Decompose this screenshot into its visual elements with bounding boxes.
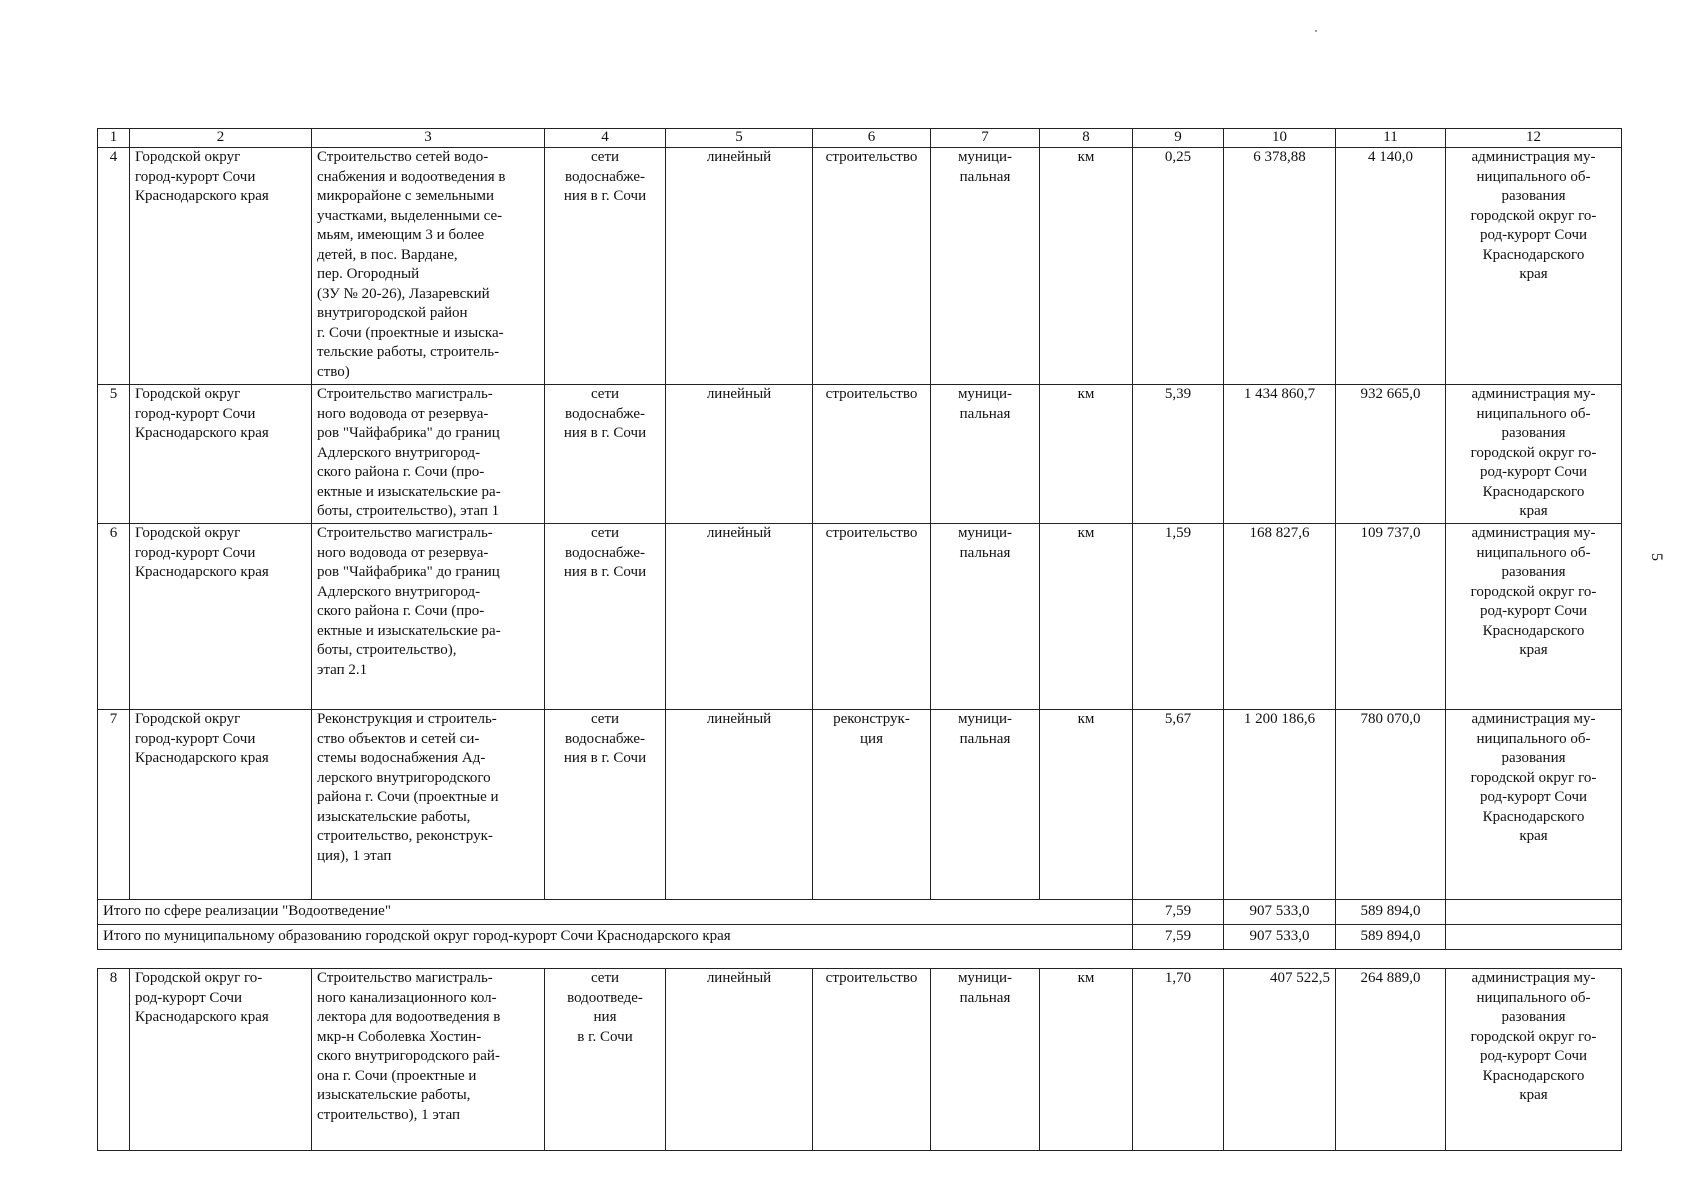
column-header: 5 [666, 129, 813, 148]
row-number: 4 [98, 148, 130, 385]
subtotal-label: Итого по сфере реализации "Водоотведение" [98, 900, 1133, 925]
object-kind-cell: линейный [666, 969, 813, 1151]
ownership-cell: муници- пальная [931, 148, 1040, 385]
work-type-cell: строительство [813, 385, 931, 524]
network-cell: сети водоснабже- ния в г. Сочи [545, 385, 666, 524]
unit-cell: км [1040, 148, 1133, 385]
project-name-cell: Реконструкция и строитель- ство объектов и сетей си- стемы водоснабжения Ад- лерского внутригородского района г. Сочи (проектные и изыскательские работы, строительство, реконструк- ция), 1 этап [312, 710, 545, 900]
customer-cell: администрация му- ниципального об- разования городской округ го- род-курорт Сочи Краснодарского края [1446, 524, 1622, 710]
territory-cell: Городской округ город-курорт Сочи Краснодарского края [130, 524, 312, 710]
row-number: 5 [98, 385, 130, 524]
cost-cell: 168 827,6 [1224, 524, 1336, 710]
column-header: 12 [1446, 129, 1622, 148]
customer-cell: администрация му- ниципального об- разования городской округ го- род-курорт Сочи Краснодарского края [1446, 148, 1622, 385]
budget-cell: 932 665,0 [1336, 385, 1446, 524]
work-type-cell: строительство [813, 148, 931, 385]
territory-cell: Городской округ город-курорт Сочи Краснодарского края [130, 385, 312, 524]
length-cell: 1,70 [1133, 969, 1224, 1151]
municipality-total-length: 7,59 [1133, 925, 1224, 950]
customer-cell: администрация му- ниципального об- разования городской округ го- род-курорт Сочи Краснодарского края [1446, 969, 1622, 1151]
subtotal-empty-cell [1446, 900, 1622, 925]
object-kind-cell: линейный [666, 148, 813, 385]
project-name-cell: Строительство сетей водо- снабжения и водоотведения в микрорайоне с земельными участками, выделенными се- мьям, имеющим 3 и более детей, в пос. Вардане, пер. Огородный (ЗУ № 20-26), Лазаревский внутригородской район г. Сочи (проектные и изыска- тельские работы, строитель- ство) [312, 148, 545, 385]
municipality-total-cost: 907 533,0 [1224, 925, 1336, 950]
object-kind-cell: линейный [666, 385, 813, 524]
object-kind-cell: линейный [666, 524, 813, 710]
unit-cell: км [1040, 524, 1133, 710]
subtotal-row [98, 900, 1622, 925]
scan-speck [1315, 30, 1317, 32]
subtotal-budget: 589 894,0 [1336, 900, 1446, 925]
column-header: 9 [1133, 129, 1224, 148]
row-number: 7 [98, 710, 130, 900]
column-header: 6 [813, 129, 931, 148]
section-gap-row [98, 950, 1622, 969]
table-row [98, 524, 1622, 710]
subtotal-cost: 907 533,0 [1224, 900, 1336, 925]
length-cell: 5,39 [1133, 385, 1224, 524]
territory-cell: Городской округ город-курорт Сочи Краснодарского края [130, 148, 312, 385]
investment-program-table [97, 128, 1622, 1151]
customer-cell: администрация му- ниципального об- разования городской округ го- род-курорт Сочи Краснодарского края [1446, 710, 1622, 900]
budget-cell: 109 737,0 [1336, 524, 1446, 710]
customer-cell: администрация му- ниципального об- разования городской округ го- род-курорт Сочи Краснодарского края [1446, 385, 1622, 524]
unit-cell: км [1040, 710, 1133, 900]
project-name-cell: Строительство магистраль- ного водовода от резервуа- ров "Чайфабрика" до границ Адлерского внутригород- ского района г. Сочи (про- ектные и изыскательские ра- боты, строительство), этап 1 [312, 385, 545, 524]
column-header: 2 [130, 129, 312, 148]
budget-cell: 780 070,0 [1336, 710, 1446, 900]
network-cell: сети водоснабже- ния в г. Сочи [545, 524, 666, 710]
cost-cell: 1 200 186,6 [1224, 710, 1336, 900]
unit-cell: км [1040, 385, 1133, 524]
cost-cell: 1 434 860,7 [1224, 385, 1336, 524]
table-row [98, 969, 1622, 1151]
network-cell: сети водоснабже- ния в г. Сочи [545, 710, 666, 900]
row-number: 8 [98, 969, 130, 1151]
project-name-cell: Строительство магистраль- ного канализационного кол- лектора для водоотведения в мкр-н Соболевка Хостин- ского внутригородского рай- она г. Сочи (проектные и изыскательские работы, строительство), 1 этап [312, 969, 545, 1151]
column-header: 7 [931, 129, 1040, 148]
network-cell: сети водоснабже- ния в г. Сочи [545, 148, 666, 385]
column-header: 1 [98, 129, 130, 148]
unit-cell: км [1040, 969, 1133, 1151]
work-type-cell: строительство [813, 969, 931, 1151]
municipality-total-row [98, 925, 1622, 950]
cost-cell: 6 378,88 [1224, 148, 1336, 385]
ownership-cell: муници- пальная [931, 385, 1040, 524]
territory-cell: Городской округ го- род-курорт Сочи Краснодарского края [130, 969, 312, 1151]
work-type-cell: реконструк- ция [813, 710, 931, 900]
budget-cell: 264 889,0 [1336, 969, 1446, 1151]
municipality-total-label: Итого по муниципальному образованию городской округ город-курорт Сочи Краснодарского края [98, 925, 1133, 950]
table-row [98, 710, 1622, 900]
section-gap-cell [98, 950, 1622, 969]
ownership-cell: муници- пальная [931, 969, 1040, 1151]
cost-cell: 407 522,5 [1224, 969, 1336, 1151]
object-kind-cell: линейный [666, 710, 813, 900]
table-row [98, 148, 1622, 385]
column-header: 11 [1336, 129, 1446, 148]
budget-cell: 4 140,0 [1336, 148, 1446, 385]
length-cell: 5,67 [1133, 710, 1224, 900]
municipality-total-empty-cell [1446, 925, 1622, 950]
project-name-cell: Строительство магистраль- ного водовода от резервуа- ров "Чайфабрика" до границ Адлерского внутригород- ского района г. Сочи (про- ектные и изыскательские ра- боты, строительство), этап 2.1 [312, 524, 545, 710]
table-row [98, 385, 1622, 524]
length-cell: 0,25 [1133, 148, 1224, 385]
territory-cell: Городской округ город-курорт Сочи Краснодарского края [130, 710, 312, 900]
ownership-cell: муници- пальная [931, 524, 1040, 710]
length-cell: 1,59 [1133, 524, 1224, 710]
column-number-row [98, 129, 1622, 148]
column-header: 8 [1040, 129, 1133, 148]
municipality-total-budget: 589 894,0 [1336, 925, 1446, 950]
column-header: 4 [545, 129, 666, 148]
page-number: 5 [1648, 553, 1665, 561]
ownership-cell: муници- пальная [931, 710, 1040, 900]
work-type-cell: строительство [813, 524, 931, 710]
column-header: 3 [312, 129, 545, 148]
row-number: 6 [98, 524, 130, 710]
column-header: 10 [1224, 129, 1336, 148]
subtotal-length: 7,59 [1133, 900, 1224, 925]
network-cell: сети водоотведе- ния в г. Сочи [545, 969, 666, 1151]
